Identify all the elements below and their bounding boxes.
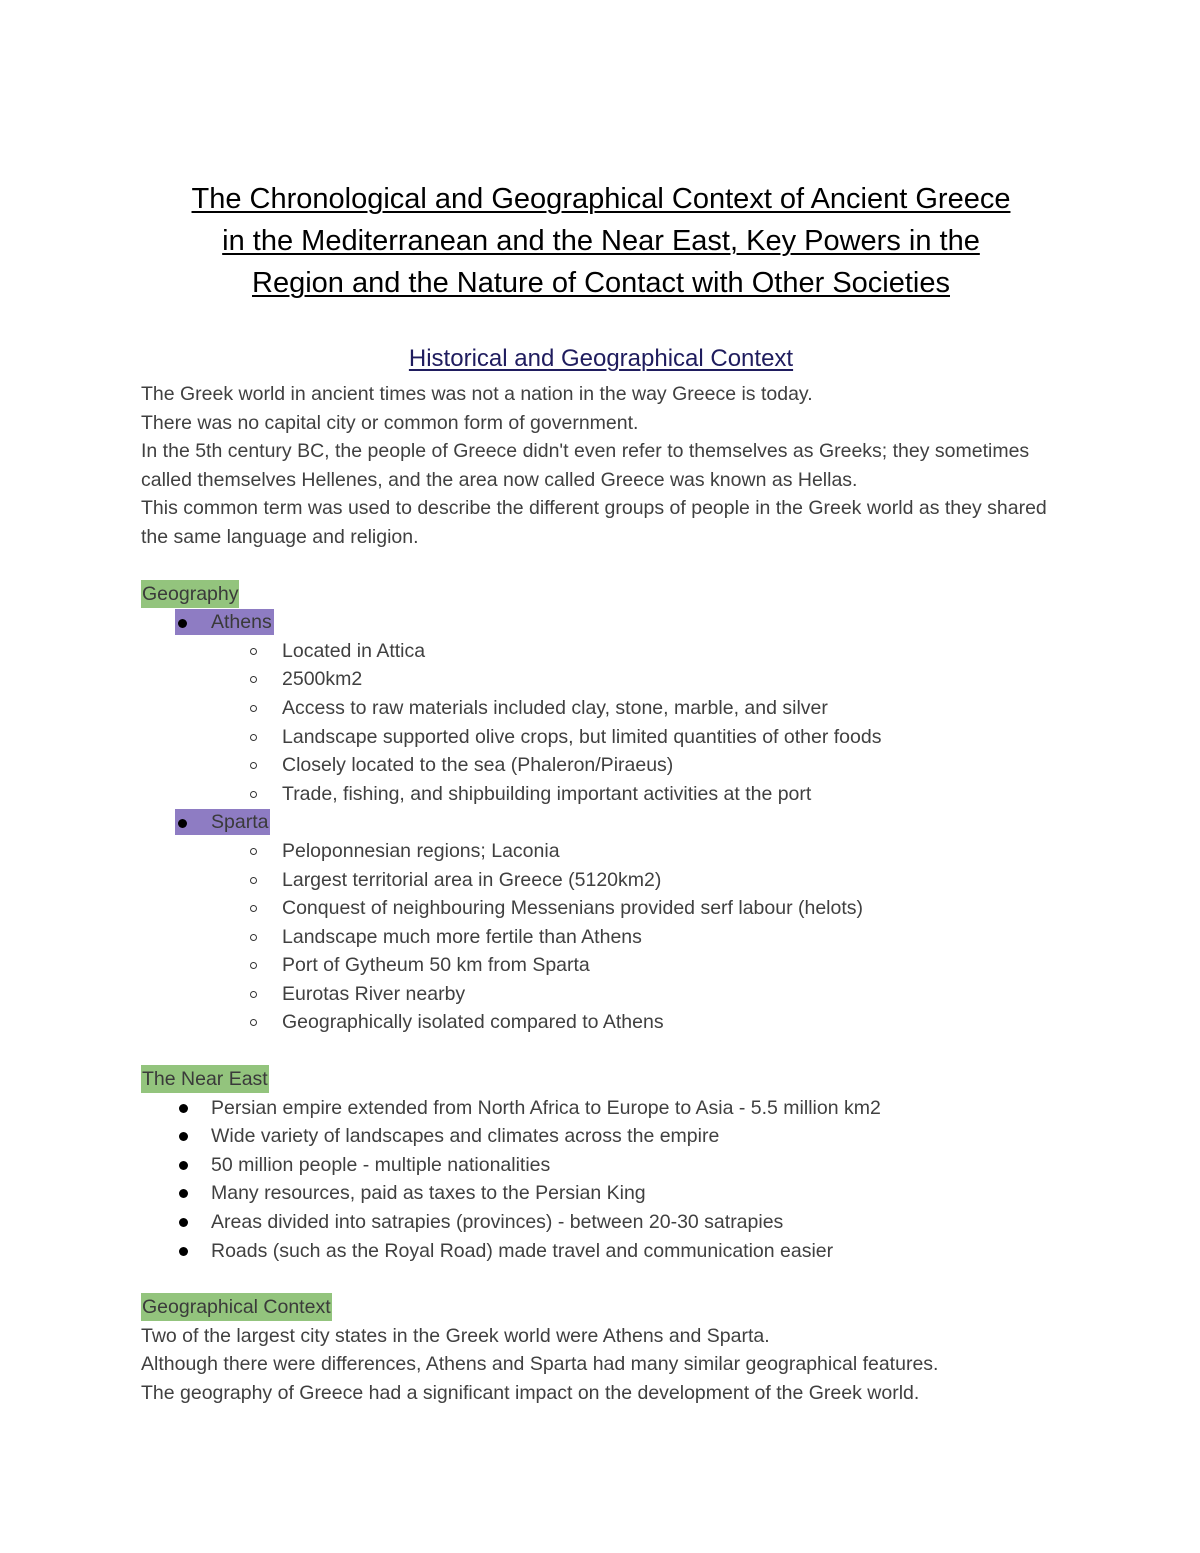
sparta-label: Sparta xyxy=(211,811,269,834)
list-item: Roads (such as the Royal Road) made travel and communication easier xyxy=(141,1237,1061,1266)
list-item: Geographically isolated compared to Athens xyxy=(141,1008,1061,1037)
bullet-dot-icon xyxy=(178,619,187,628)
context-paragraph: The geography of Greece had a significant impact on the development of the Greek world. xyxy=(141,1382,920,1404)
bullet-circle-icon xyxy=(250,962,257,969)
sparta-list xyxy=(141,837,1061,1037)
context-paragraph: Although there were differences, Athens and Sparta had many similar geographical features. xyxy=(141,1353,939,1376)
list-item: Port of Gytheum 50 km from Sparta xyxy=(141,951,1061,980)
document-page xyxy=(141,178,1061,1408)
bullet-dot-icon xyxy=(178,819,187,828)
bullet-circle-icon xyxy=(250,905,257,912)
bullet-circle-icon xyxy=(250,1019,257,1026)
intro-paragraph: This common term was used to describe the different groups of people in the Greek world as they shared the same language and religion. xyxy=(141,497,1047,548)
list-item: Wide variety of landscapes and climates across the empire xyxy=(141,1122,1061,1151)
bullet-circle-icon xyxy=(250,734,257,741)
list-item: Landscape supported olive crops, but limited quantities of other foods xyxy=(141,723,1061,752)
document-title xyxy=(141,178,1061,304)
bullet-circle-icon xyxy=(250,991,257,998)
sparta-heading xyxy=(175,809,270,835)
list-item: Access to raw materials included clay, stone, marble, and silver xyxy=(141,694,1061,723)
bullet-circle-icon xyxy=(250,791,257,798)
bullet-circle-icon xyxy=(250,676,257,683)
intro-paragraph: There was no capital city or common form of government. xyxy=(141,411,639,434)
list-item: Many resources, paid as taxes to the Persian King xyxy=(141,1179,1061,1208)
title-line-2: in the Mediterranean and the Near East, Key Powers in the xyxy=(222,225,980,257)
list-item: Peloponnesian regions; Laconia xyxy=(141,837,1061,866)
geographical-context-label: Geographical Context xyxy=(141,1293,332,1321)
list-item: Areas divided into satrapies (provinces) - between 20-30 satrapies xyxy=(141,1208,1061,1237)
list-item: Landscape much more fertile than Athens xyxy=(141,923,1061,952)
athens-list xyxy=(141,637,1061,809)
bullet-dot-icon xyxy=(179,1218,188,1227)
context-paragraph: Two of the largest city states in the Greek world were Athens and Sparta. xyxy=(141,1324,770,1347)
athens-heading xyxy=(175,609,274,635)
intro-paragraph: The Greek world in ancient times was not a nation in the way Greece is today. xyxy=(141,383,813,405)
bullet-circle-icon xyxy=(250,877,257,884)
section-heading: Historical and Geographical Context xyxy=(408,345,794,372)
list-item: Largest territorial area in Greece (5120km2) xyxy=(141,866,1061,895)
bullet-circle-icon xyxy=(250,648,257,655)
near-east-label: The Near East xyxy=(141,1065,269,1093)
geographical-context-section xyxy=(141,1293,1061,1407)
list-item: Conquest of neighbouring Messenians provided serf labour (helots) xyxy=(141,894,1061,923)
intro-paragraph: In the 5th century BC, the people of Greece didn't even refer to themselves as Greeks; they sometimes called themselves Hellenes, and the area now called Greece was known as Hellas. xyxy=(141,440,1030,491)
geography-section xyxy=(141,580,1061,1038)
bullet-circle-icon xyxy=(250,934,257,941)
list-item: Closely located to the sea (Phaleron/Piraeus) xyxy=(141,751,1061,780)
bullet-circle-icon xyxy=(250,705,257,712)
title-line-3: Region and the Nature of Contact with Other Societies xyxy=(252,267,950,299)
bullet-dot-icon xyxy=(179,1161,188,1170)
geography-label: Geography xyxy=(141,580,239,608)
list-item: Eurotas River nearby xyxy=(141,980,1061,1009)
title-line-1: The Chronological and Geographical Context of Ancient Greece xyxy=(191,183,1011,215)
bullet-dot-icon xyxy=(179,1247,188,1256)
near-east-section xyxy=(141,1065,1061,1265)
list-item: Located in Attica xyxy=(141,637,1061,666)
list-item: Persian empire extended from North Africa to Europe to Asia - 5.5 million km2 xyxy=(141,1094,1061,1123)
list-item: 2500km2 xyxy=(141,665,1061,694)
bullet-circle-icon xyxy=(250,848,257,855)
athens-label: Athens xyxy=(211,611,272,634)
bullet-circle-icon xyxy=(250,762,257,769)
bullet-dot-icon xyxy=(179,1104,188,1113)
list-item: 50 million people - multiple nationalities xyxy=(141,1151,1061,1180)
intro-text xyxy=(141,380,1061,552)
list-item: Trade, fishing, and shipbuilding important activities at the port xyxy=(141,780,1061,809)
